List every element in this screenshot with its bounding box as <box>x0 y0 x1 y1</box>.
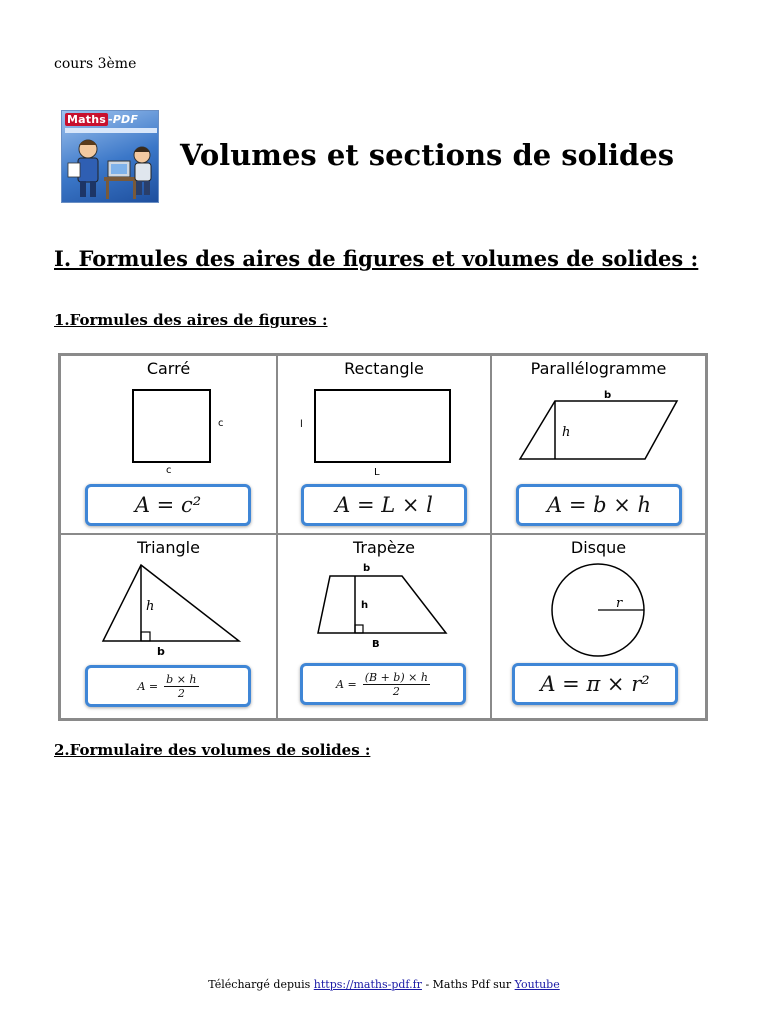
formula-parallelogramme: A = b × h <box>516 484 682 526</box>
youtube-link[interactable]: Youtube <box>514 978 560 991</box>
figure-name: Rectangle <box>344 359 424 378</box>
label-left: l <box>300 419 303 430</box>
cell-carre <box>60 355 277 534</box>
label-side: c <box>218 418 224 429</box>
maths-pdf-logo <box>61 110 159 203</box>
subsection-title-volumes: 2.Formulaire des volumes de solides : <box>54 741 371 759</box>
subsection-title-areas: 1.Formules des aires de figures : <box>54 311 328 329</box>
cell-parallelogramme <box>491 355 706 534</box>
cell-rectangle <box>277 355 491 534</box>
formula-triangle: A = $\frac{b \times h}{2}$ <box>85 665 251 707</box>
label-top: b <box>604 390 612 401</box>
formula-trapeze: A = $\frac{(B + b) \times h}{2}$ <box>300 663 466 705</box>
site-link[interactable]: https://maths-pdf.fr <box>313 978 422 991</box>
label-b: b <box>157 645 165 658</box>
label-h: h <box>562 425 571 440</box>
area-formulas-table <box>58 353 708 721</box>
section-title: I. Formules des aires de figures et volumes de solides : <box>54 246 699 271</box>
label-h: h <box>146 599 155 614</box>
label-bottom: c <box>166 465 172 476</box>
label-bottom: B <box>372 639 380 650</box>
label-r: r <box>616 596 623 611</box>
page-title: Volumes et sections de solides <box>180 138 675 172</box>
page-footer <box>0 978 768 991</box>
cell-triangle <box>60 534 277 719</box>
footer-prefix: Téléchargé depuis <box>208 978 311 991</box>
figure-name: Disque <box>570 538 627 557</box>
figure-name: Triangle <box>137 538 200 557</box>
label-top: b <box>363 563 371 574</box>
cell-disque <box>491 534 706 719</box>
figure-name: Carré <box>146 359 191 378</box>
logo-illustration <box>62 111 159 203</box>
course-level-note: cours 3ème <box>54 56 137 72</box>
label-bottom: L <box>374 467 380 478</box>
formula-carre: A = c² <box>85 484 251 526</box>
figure-name: Trapèze <box>352 538 416 557</box>
formula-disque: A = π × r² <box>512 663 678 705</box>
figure-name: Parallélogramme <box>530 359 667 378</box>
logo-wordmark: Maths -PDF <box>67 113 139 126</box>
formula-rectangle: A = L × l <box>301 484 467 526</box>
cell-trapeze <box>277 534 491 719</box>
label-h: h <box>361 600 369 611</box>
footer-middle: - Maths Pdf sur <box>425 978 512 991</box>
